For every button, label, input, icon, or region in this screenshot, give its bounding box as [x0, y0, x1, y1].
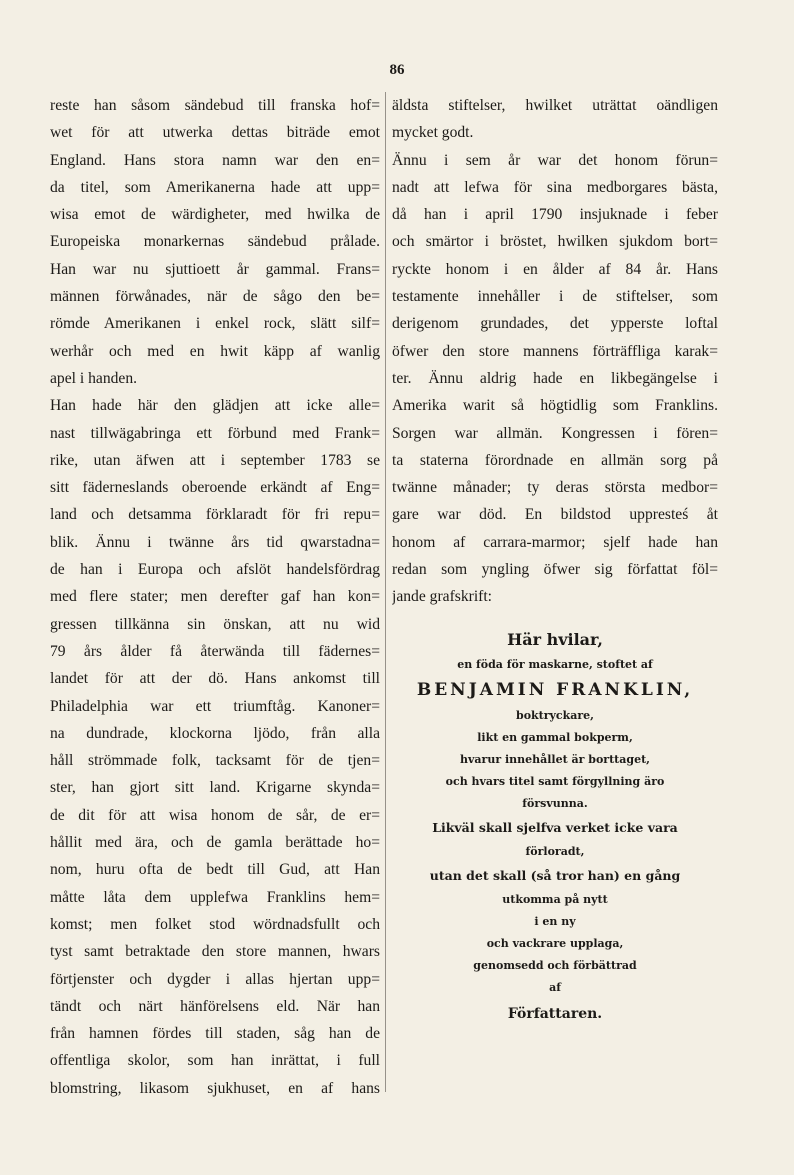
epitaph-line: hvarur innehållet är borttaget,	[460, 752, 650, 766]
text-line: de han i Europa och afslöt handelsfördrag	[50, 561, 380, 579]
text-line: jande grafskrift:	[392, 588, 493, 606]
text-line: 79 års ålder få återwända till fädernes=	[50, 642, 380, 660]
text-line: werhår och med en hwit käpp af wanlig	[50, 342, 380, 360]
text-line: ryckte honom i en ålder af 84 år. Hans	[392, 260, 718, 278]
text-line: apel i handen.	[50, 369, 138, 387]
text-line: wisa emot de wärdigheter, med hwilka de	[50, 206, 380, 224]
text-line: ster, han gjort sitt land. Krigarne skynda=	[50, 779, 380, 797]
epitaph-line: och hvars titel samt förgyllning äro	[445, 774, 665, 788]
text-line: och smärtor i bröstet, hwilken sjukdom bort=	[392, 233, 718, 251]
text-line: tändt och närt hänförelsens eld. När han	[50, 997, 380, 1015]
text-line: komst; men folket stod wördnadsfullt och	[50, 915, 380, 933]
epitaph-line: Författaren.	[507, 1005, 603, 1022]
text-line: Han war nu sjuttioett år gammal. Frans=	[50, 260, 380, 278]
page-number: 86	[389, 62, 405, 78]
text-line: mycket godt.	[392, 124, 474, 142]
text-line: na dundrade, klockorna ljödo, från alla	[50, 724, 380, 742]
text-line: ta staterna förordnade en allmän sorg på	[392, 451, 718, 469]
epitaph-line: och vackrare upplaga,	[486, 936, 624, 950]
text-line: derigenom grundades, det ypperste loftal	[392, 315, 718, 333]
text-line: testamente innehåller i de stiftelser, som	[392, 288, 718, 306]
text-line: håll strömmade folk, tacksamt för de tjen=	[50, 752, 380, 770]
epitaph-line: Likväl skall sjelfva verket icke vara	[432, 819, 678, 835]
text-line: Philadelphia war ett triumftåg. Kanoner=	[50, 697, 380, 715]
text-line: land och detsamma förklaradt för fri repu=	[50, 506, 380, 524]
text-line: sitt fäderneslands oberoende erkändt af Eng=	[50, 479, 380, 497]
epitaph-line: likt en gammal bokperm,	[477, 730, 633, 744]
text-line: Amerika warit så högtidlig som Franklins.	[392, 397, 718, 415]
text-line: hållit med ära, och de gamla berättade ho=	[50, 834, 380, 852]
text-line: med flere stater; men derefter gaf han kon=	[50, 588, 380, 606]
text-line: tyst samt betraktade den store mannen, hwars	[50, 943, 380, 961]
epitaph-line: en föda för maskarne, stoftet af	[457, 657, 653, 671]
text-line: blik. Ännu i twänne års tid qwarstadna=	[50, 533, 380, 551]
text-line: landet för att der dö. Hans ankomst till	[50, 670, 380, 688]
text-line: gare war död. En bildstod uppresteś åt	[392, 506, 718, 524]
text-line: då han i april 1790 insjuknade i feber	[392, 206, 718, 224]
epitaph-line: Här hvilar,	[507, 629, 603, 649]
epitaph-line: utkomma på nytt	[502, 892, 608, 906]
text-line: blomstring, likasom sjukhuset, en af hans	[50, 1079, 380, 1097]
text-line: männen förwånades, när de sågo den be=	[50, 288, 380, 306]
text-line: Sorgen war allmän. Kongressen i fören=	[392, 424, 718, 442]
epitaph-line: försvunna.	[522, 796, 588, 810]
epitaph-line: i en ny	[534, 914, 576, 928]
text-line: från hamnen fördes till staden, såg han de	[50, 1025, 380, 1043]
epitaph-name: BENJAMIN FRANKLIN,	[416, 679, 694, 700]
text-line: redan som yngling öfwer sig författat föl=	[392, 561, 718, 579]
text-line: honom af carrara-marmor; sjelf hade han	[392, 533, 718, 551]
text-line: Europeiska monarkernas sändebud prålade.	[50, 233, 380, 251]
text-line: England. Hans stora namn war den en=	[50, 151, 380, 169]
column-divider	[385, 92, 386, 1092]
text-line: förtjenster och dygder i allas hjertan upp=	[50, 970, 380, 988]
right-column	[392, 92, 718, 1029]
text-line: nom, huru ofta de bedt till Gud, att Han	[50, 861, 380, 879]
text-line: Han hade här den glädjen att icke alle=	[50, 397, 380, 415]
text-line: ter. Ännu aldrig hade en likbegängelse i	[392, 369, 718, 387]
text-line: äldsta stiftelser, hwilket uträttat oändligen	[392, 97, 718, 114]
text-line: nadt att lefwa för sina medborgares bästa,	[392, 178, 718, 196]
epitaph-line: utan det skall (så tror han) en gång	[429, 867, 681, 883]
text-line: römde Amerikanen i enkel rock, slätt silf=	[50, 315, 380, 333]
text-line: wet för att utwerka dettas biträde emot	[50, 124, 380, 142]
text-line: offentliga skolor, som han inrättat, i full	[50, 1052, 380, 1070]
left-column	[50, 92, 380, 1102]
epitaph-line: förloradt,	[525, 844, 585, 858]
text-line: nast tillwägabringa ett förbund med Frank=	[50, 424, 380, 442]
epitaph	[392, 625, 718, 1029]
text-line: de dit för att wisa honom de sår, de er=	[50, 806, 380, 824]
epitaph-line: genomsedd och förbättrad	[473, 958, 637, 972]
text-line: da titel, som Amerikanerna hade att upp=	[50, 178, 380, 196]
text-line: Ännu i sem år war det honom förun=	[392, 151, 718, 169]
text-line: måtte låta dem upplefwa Franklins hem=	[50, 888, 380, 906]
text-line: reste han såsom sändebud till franska hof=	[50, 97, 380, 114]
text-line: rike, utan äfwen att i september 1783 se	[50, 451, 380, 469]
text-line: gressen tillkänna sin önskan, att nu wid	[50, 615, 380, 633]
text-line: öfwer den store mannens förträffliga karak=	[392, 342, 718, 360]
epitaph-line: af	[549, 980, 561, 994]
text-line: twänne månader; ty deras största medbor=	[392, 479, 718, 497]
epitaph-line: boktryckare,	[516, 708, 594, 722]
